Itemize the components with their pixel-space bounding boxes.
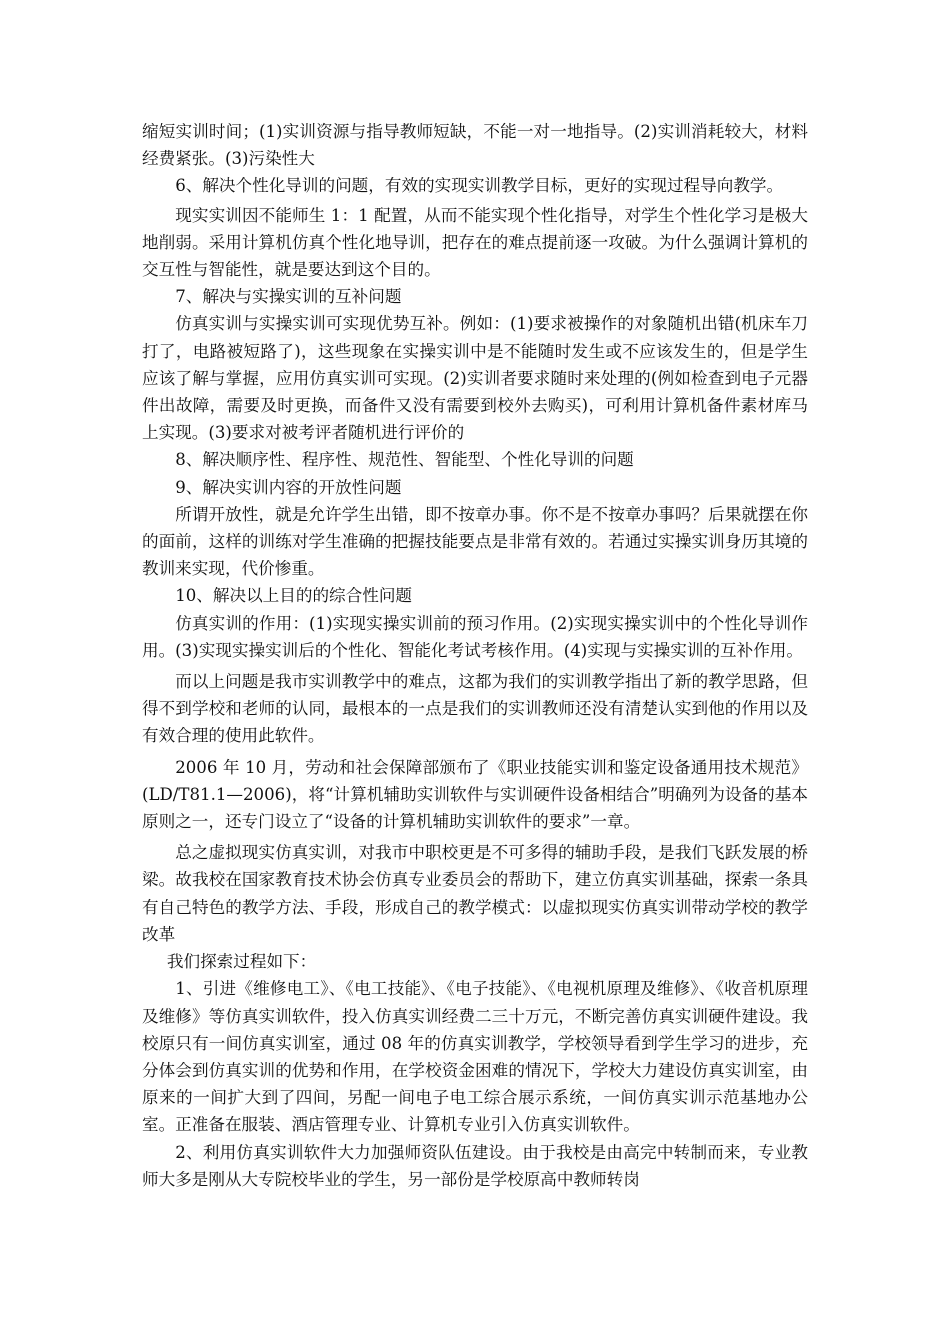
paragraph-2006-standard: 2006 年 10 月，劳动和社会保障部颁布了《职业技能实训和鉴定设备通用技术规范》(LD/T81.1—2006)，将“计算机辅助实训软件与实训硬件设备相结合”明确列为设备的基本原则之一，还专门设立了“设备的计算机辅助实训软件的要求”一章。	[142, 757, 808, 832]
paragraph-summary: 总之虚拟现实仿真实训，对我市中职校更是不可多得的辅助手段，是我们飞跃发展的桥梁。故我校在国家教育技术协会仿真专业委员会的帮助下，建立仿真实训基础，探索一条具有自己特色的教学方法、手段，形成自己的教学模式：以虚拟现实仿真实训带动学校的教学改革	[142, 843, 808, 944]
paragraph-item-2-teachers: 2、利用仿真实训软件大力加强师资队伍建设。由于我校是由高完中转制而来，专业教师大多是刚从大专院校毕业的学生，另一部份是学校原高中教师转岗	[142, 1142, 808, 1189]
paragraph-personalized-guidance: 现实实训因不能师生 1：1 配置，从而不能实现个性化指导，对学生个性化学习是极大地削弱。采用计算机仿真个性化地导训，把存在的难点提前逐一攻破。为什么强调计算机的交互性与智能性，就是要达到这个目的。	[142, 205, 808, 280]
document-page	[142, 118, 808, 1193]
heading-10-comprehensive: 10、解决以上目的的综合性问题	[175, 586, 413, 606]
heading-9-openness: 9、解决实训内容的开放性问题	[175, 477, 402, 497]
heading-6-personalized-guidance: 6、解决个性化导训的问题，有效的实现实训教学目标，更好的实现过程导向教学。	[175, 176, 784, 196]
paragraph-complementarity: 仿真实训与实操实训可实现优势互补。例如：(1)要求被操作的对象随机出错(机床车刀打了，电路被短路了)，这些现象在实操实训中是不能随时发生或不应该发生的，但是学生应该了解与掌握，应用仿真实训可实现。(2)实训者要求随时来处理的(例如检查到电子元器件出故障，需要及时更换，而备件又没有需要到校外去购买)，可利用计算机备件素材库马上实现。(3)要求对被考评者随机进行评价的	[142, 314, 808, 443]
heading-7-complementarity: 7、解决与实操实训的互补问题	[175, 287, 402, 307]
paragraph-simulation-roles: 仿真实训的作用：(1)实现实操实训前的预习作用。(2)实现实操实训中的个性化导训作用。(3)实现实操实训后的个性化、智能化考试考核作用。(4)实现与实操实训的互补作用。	[142, 613, 808, 660]
paragraph-difficulties: 而以上问题是我市实训教学中的难点，这都为我们的实训教学指出了新的教学思路，但得不到学校和老师的认同，最根本的一点是我们的实训教师还没有清楚认实到他的作用以及有效合理的使用此软件。	[142, 672, 808, 746]
heading-8-sequence-and-norms: 8、解决顺序性、程序性、规范性、智能型、个性化导训的问题	[175, 450, 634, 470]
paragraph-training-shortcomings: 缩短实训时间；(1)实训资源与指导教师短缺，不能一对一地指导。(2)实训消耗较大，材料经费紧张。(3)污染性大	[142, 122, 808, 169]
paragraph-item-1-software: 1、引进《维修电工》、《电工技能》、《电子技能》、《电视机原理及维修》、《收音机原理及维修》等仿真实训软件，投入仿真实训经费二三十万元，不断完善仿真实训硬件建设。我校原只有一间仿真实训室，通过 08 年的仿真实训教学，学校领导看到学生学习的进步，充分体会到仿真实训的优势和作用，在学校资金困难的情况下，学校大力建设仿真实训室，由原来的一间扩大到了四间，另配一间电子电工综合展示系统，一间仿真实训示范基地办公室。正准备在服装、酒店管理专业、计算机专业引入仿真实训软件。	[142, 979, 808, 1135]
paragraph-exploration-intro: 我们探索过程如下：	[166, 952, 317, 972]
paragraph-openness: 所谓开放性，就是允许学生出错，即不按章办事。你不是不按章办事吗？后果就摆在你的面前，这样的训练对学生准确的把握技能要点是非常有效的。若通过实操实训身历其境的教训来实现，代价惨重。	[142, 504, 808, 579]
